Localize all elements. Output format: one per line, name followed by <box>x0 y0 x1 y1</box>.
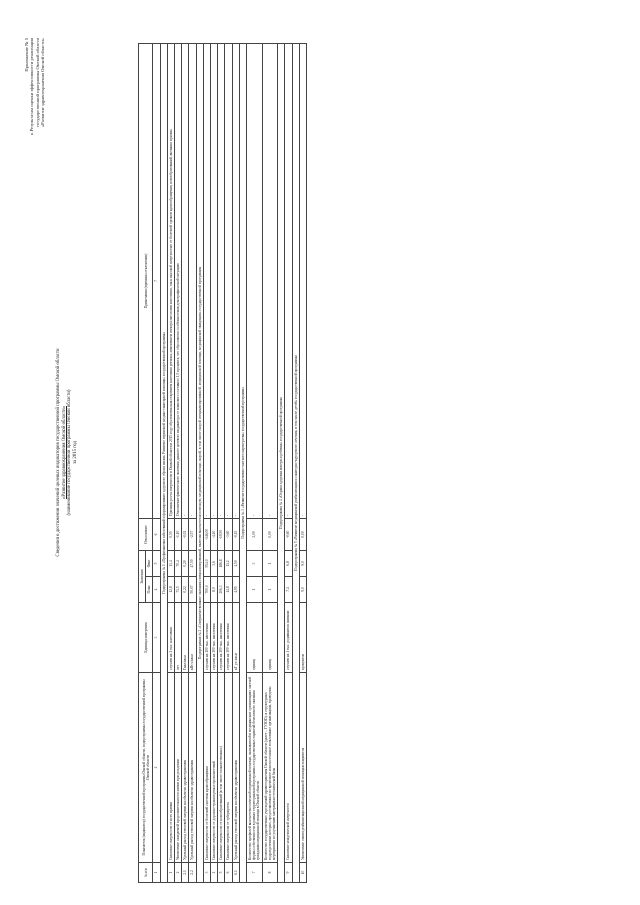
fact-value: 9,0 <box>299 551 306 577</box>
unit-cell: случаев на 100 тыс. населения <box>211 603 218 673</box>
table-row <box>225 44 232 883</box>
indicators-table <box>138 43 307 883</box>
table-body <box>160 44 306 883</box>
plan-value: 8,0 <box>211 577 218 603</box>
unit-cell: случаев на 100 тыс. населения <box>225 603 232 673</box>
unit-cell: случаев на 100 тыс. населения <box>203 603 210 673</box>
header-fact: Факт <box>146 551 153 577</box>
subprogram-title: Подпрограмма № 3 «Развитие государственно-частного партнерства» государственной программы <box>239 44 246 883</box>
table-row <box>189 44 196 883</box>
row-number: 1 <box>167 863 174 883</box>
fact-value: 47,50 <box>189 551 196 577</box>
note-cell: - <box>285 44 292 519</box>
table-row <box>175 44 182 883</box>
column-number: 2 <box>153 673 160 863</box>
unit-cell: единиц <box>247 603 263 673</box>
appendix-line: «Развитие здравоохранения Омской области» <box>40 38 46 128</box>
table-row <box>203 44 210 883</box>
unit-cell: процентов <box>299 603 306 673</box>
note-cell: - <box>211 44 218 519</box>
column-number: 1 <box>153 863 160 883</box>
indicator-name: Удельный расход тепловой энергии на объектах здравоохранения <box>189 673 196 863</box>
table-row <box>299 44 306 883</box>
appendix-header <box>24 38 46 135</box>
table-row <box>285 44 292 883</box>
note-cell: - <box>299 44 306 519</box>
row-number: 2.1 <box>182 863 189 883</box>
plan-value: 700,0 <box>203 577 210 603</box>
deviation-value: 2,00 <box>247 519 263 551</box>
fact-value: 6,8 <box>285 551 292 577</box>
plan-value: 4,95 <box>232 577 239 603</box>
title-line: «Развитие здравоохранения Омской области» <box>61 405 67 500</box>
table-row <box>232 44 239 883</box>
fact-value: 3,6 <box>211 551 218 577</box>
unit-cell: случаев на 1 тыс. населения <box>167 603 174 673</box>
fact-value: 13,4 <box>167 551 174 577</box>
note-cell: - <box>232 44 239 519</box>
note-cell: Причины роста смертности в Омской области в 2015 году обусловлены как старением населения региона, изменением спектра патологии населения, так и высокой смертностью от болезней органов кровообращения, новообразований, внешних причин. <box>167 44 174 519</box>
plan-value: 7,4 <box>285 577 292 603</box>
plan-value: 0,22 <box>182 577 189 603</box>
note-cell: - <box>247 44 263 519</box>
plan-value: 12,8 <box>167 577 174 603</box>
indicator-name: Снижение смертности от всех причин <box>167 673 174 863</box>
row-number: 2 <box>175 863 182 883</box>
subprogram-row <box>196 44 203 883</box>
note-cell: - <box>182 44 189 519</box>
unit-cell: Гкал/кв.м <box>182 603 189 673</box>
appendix-line: государственной программы Омской области <box>34 38 40 127</box>
fact-value: 4,50 <box>232 551 239 577</box>
table-row <box>218 44 225 883</box>
note-cell: - <box>189 44 196 519</box>
fact-value: 1 <box>262 551 278 577</box>
note-cell: - <box>225 44 232 519</box>
indicator-name: Снижение смертности от дорожно-транспортных происшествий <box>211 673 218 863</box>
column-number: 5 <box>153 551 160 577</box>
title-line: Сведения о достижении значений целевых индикаторов государственной программы Омской области <box>56 348 61 557</box>
unit-cell: случаев на 1 тыс. родившихся живыми <box>285 603 292 673</box>
appendix-line: Приложение № 5 <box>24 38 29 72</box>
deviation-value: 0,55 <box>167 519 174 551</box>
row-number: 7 <box>247 863 263 883</box>
title-line: за 2015 год <box>72 441 78 464</box>
deviation-value: -2,57 <box>189 519 196 551</box>
unit-cell: случаев на 100 тыс. населения <box>218 603 225 673</box>
unit-cell: лет <box>175 603 182 673</box>
row-number: 9 <box>285 863 292 883</box>
column-number: 7 <box>153 44 160 519</box>
subprogram-row <box>160 44 167 883</box>
indicator-name: Снижение смертности от туберкулеза <box>225 673 232 863</box>
indicator-name: Количество государственных учреждений здравоохранения Омской области (далее – ГУЗОО), в структурных подразделениях которых, предоставленных во временное или постоянное пользование организациям, проведены мероприятия по улучшению материально-технической базы <box>262 673 278 863</box>
header-name: Показатель (индикатор) государственной программы Омской области, подпрограммы государственной программы Омской области <box>139 673 153 863</box>
unit-cell: кГ у.т./кв.м <box>232 603 239 673</box>
indicator-name: Количество профилей высокотехнологичной медицинской помощи, оказываемой в медицинских организациях частной формы собственности в рамках территориальной программы государственных гарантий бесплатного оказания гражданам медицинской помощи в Омской области <box>247 673 263 863</box>
header-deviation: Отклонение <box>139 519 153 551</box>
subprogram-title: Подпрограмма № 4 «Охрана здоровья матери и ребенка» государственной программы <box>278 44 285 883</box>
plan-value: 1 <box>247 577 263 603</box>
header-unit: Единица измерения <box>139 603 153 673</box>
table-row <box>211 44 218 883</box>
note-cell: Отклонение фактического значения данного целевого индикатора от планового составило 1,5 процента, что обусловлено особенностями демографической ситуации <box>175 44 182 519</box>
plan-value: 14,8 <box>225 577 232 603</box>
fact-value: 186,8 <box>218 551 225 577</box>
row-number: 6 <box>225 863 232 883</box>
row-number: 8 <box>262 863 278 883</box>
subprogram-row <box>292 44 299 883</box>
header-values: Значения <box>139 551 146 603</box>
column-number: 4 <box>153 577 160 603</box>
fact-value: 554,0 <box>203 551 210 577</box>
row-number: 10 <box>299 863 306 883</box>
subprogram-title: Подпрограмма № 5 «Развитие медицинской реабилитации и санаторно-курортного лечения, в том числе детей» государственной программы <box>292 44 299 883</box>
table-row <box>247 44 263 883</box>
deviation-value: -0,02 <box>182 519 189 551</box>
deviation-value: -4,40 <box>211 519 218 551</box>
deviation-value: -146,00 <box>203 519 210 551</box>
column-number: 6 <box>153 519 160 551</box>
subprogram-row <box>239 44 246 883</box>
row-number: 2.2 <box>189 863 196 883</box>
deviation-value: -19,50 <box>218 519 225 551</box>
table-row <box>167 44 174 883</box>
plan-value: 50,07 <box>189 577 196 603</box>
table-row <box>182 44 189 883</box>
title-line: (наименование государственной программы Омской области) <box>67 389 73 516</box>
indicator-name: Увеличение ожидаемой продолжительности жизни при рождении <box>175 673 182 863</box>
header-plan: План <box>146 577 153 603</box>
row-number: 6.1 <box>232 863 239 883</box>
row-number: 3 <box>203 863 210 883</box>
plan-value: 71,5 <box>175 577 182 603</box>
plan-value: 206,3 <box>218 577 225 603</box>
deviation-value: -0,45 <box>232 519 239 551</box>
note-cell: - <box>203 44 210 519</box>
plan-value: 1 <box>262 577 278 603</box>
header-num: № п/п <box>139 863 153 883</box>
indicator-name: Снижение младенческой смертности <box>285 673 292 863</box>
subprogram-title: Подпрограмма № 1 «Профилактика заболеваний и формирование здорового образа жизни. Развитие первичной медико-санитарной помощи» государственной программы <box>160 44 167 883</box>
document-title <box>56 260 78 645</box>
indicator-name: Удельный расход тепловой энергии на объектах здравоохранения <box>182 673 189 863</box>
header-note: Примечания (причины отклонения) <box>139 44 153 519</box>
table-row <box>262 44 278 883</box>
row-number: 4 <box>211 863 218 883</box>
note-cell: - <box>262 44 278 519</box>
fact-value: 70,4 <box>175 551 182 577</box>
indicator-name: Увеличение охвата реабилитационной медицинской помощью пациентов <box>299 673 306 863</box>
indicator-name: Удельный расход тепловой энергии на объектах здравоохранения <box>232 673 239 863</box>
unit-cell: единиц <box>262 603 278 673</box>
fact-value: 11,2 <box>225 551 232 577</box>
unit-cell: кВт.ч/кв.м <box>189 603 196 673</box>
appendix-line: к Результатам оценки эффективности реализации <box>29 38 35 135</box>
deviation-value: -3,60 <box>225 519 232 551</box>
subprogram-row <box>278 44 285 883</box>
fact-value: 3 <box>247 551 263 577</box>
indicator-name: Снижение смертности от болезней системы кровообращения <box>203 673 210 863</box>
note-cell: - <box>218 44 225 519</box>
column-number: 3 <box>153 603 160 673</box>
row-number: 5 <box>218 863 225 883</box>
deviation-value: 0,00 <box>299 519 306 551</box>
deviation-value: -1,10 <box>175 519 182 551</box>
deviation-value: -0,60 <box>285 519 292 551</box>
plan-value: 9,0 <box>299 577 306 603</box>
subprogram-title: Подпрограмма № 2 «Совершенствование оказания специализированной, включая высокотехнологичную, медицинской помощи, скорой, в том числе скорой специализированной, медицинской помощи, медицинской эвакуации» государственной программы <box>196 44 203 883</box>
fact-value: 0,20 <box>182 551 189 577</box>
indicator-name: Снижение смертности от новообразований (в том числе злокачественных) <box>218 673 225 863</box>
deviation-value: 0,00 <box>262 519 278 551</box>
